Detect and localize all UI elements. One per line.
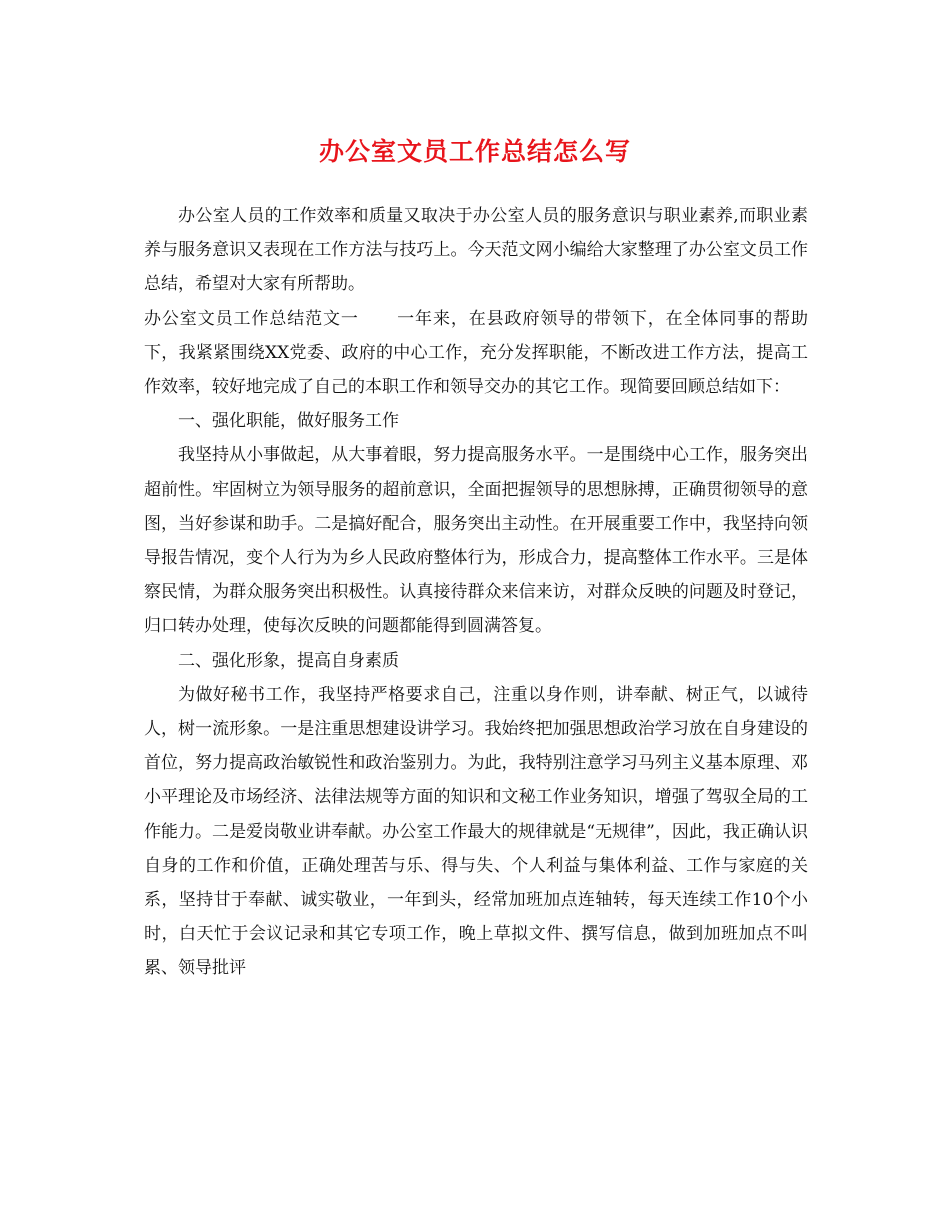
sample-heading: 办公室文员工作总结范文一: [144, 308, 359, 329]
sample-opening: 一年来，在县政府领导的带领下，在全体同事的帮助下，我紧紧围绕XX党委、政府的中心工作，充分发挥职能，不断改进工作方法，提高工作效率，较好地完成了自己的本职工作和领导交办的其它工作。现简要回顾总结如下：: [144, 308, 809, 398]
section2-heading: 二、强化形象，提高自身素质: [178, 650, 399, 671]
intro-paragraph: 办公室人员的工作效率和质量又取决于办公室人员的服务意识与职业素养,而职业素养与服务意识又表现在工作方法与技巧上。今天范文网小编给大家整理了办公室文员工作总结，希望对大家有所帮助。: [144, 206, 808, 295]
section1-paragraph: 我坚持从小事做起，从大事着眼，努力提高服务水平。一是围绕中心工作，服务突出超前性。牢固树立为领导服务的超前意识，全面把握领导的思想脉搏，正确贯彻领导的意图，当好参谋和助手。二是搞好配合，服务突出主动性。在开展重要工作中，我坚持向领导报告情况，变个人行为为乡人民政府整体行为，形成合力，提高整体工作水平。三是体察民情，为群众服务突出积极性。认真接待群众来信来访，对群众反映的问题及时登记，归口转办处理，使每次反映的问题都能得到圆满答复。: [144, 445, 808, 637]
document-title: 办公室文员工作总结怎么写: [318, 137, 631, 166]
section1-heading: 一、强化职能，做好服务工作: [178, 411, 399, 432]
document-body: [144, 199, 808, 986]
sample-paragraph: [144, 302, 808, 405]
section2-paragraph: 为做好秘书工作，我坚持严格要求自己，注重以身作则，讲奉献、树正气，以诚待人，树一流形象。一是注重思想建设讲学习。我始终把加强思想政治学习放在自身建设的首位，努力提高政治敏锐性和政治鉴别力。为此，我特别注意学习马列主义基本原理、邓小平理论及市场经济、法律法规等方面的知识和文秘工作业务知识，增强了驾驭全局的工作能力。二是爱岗敬业讲奉献。办公室工作最大的规律就是“无规律”，因此，我正确认识自身的工作和价值，正确处理苦与乐、得与失、个人利益与集体利益、工作与家庭的关系，坚持甘于奉献、诚实敬业，一年到头，经常加班加点连轴转，每天连续工作10个小时，白天忙于会议记录和其它专项工作，晚上草拟文件、撰写信息，做到加班加点不叫累、领导批评: [144, 684, 808, 979]
